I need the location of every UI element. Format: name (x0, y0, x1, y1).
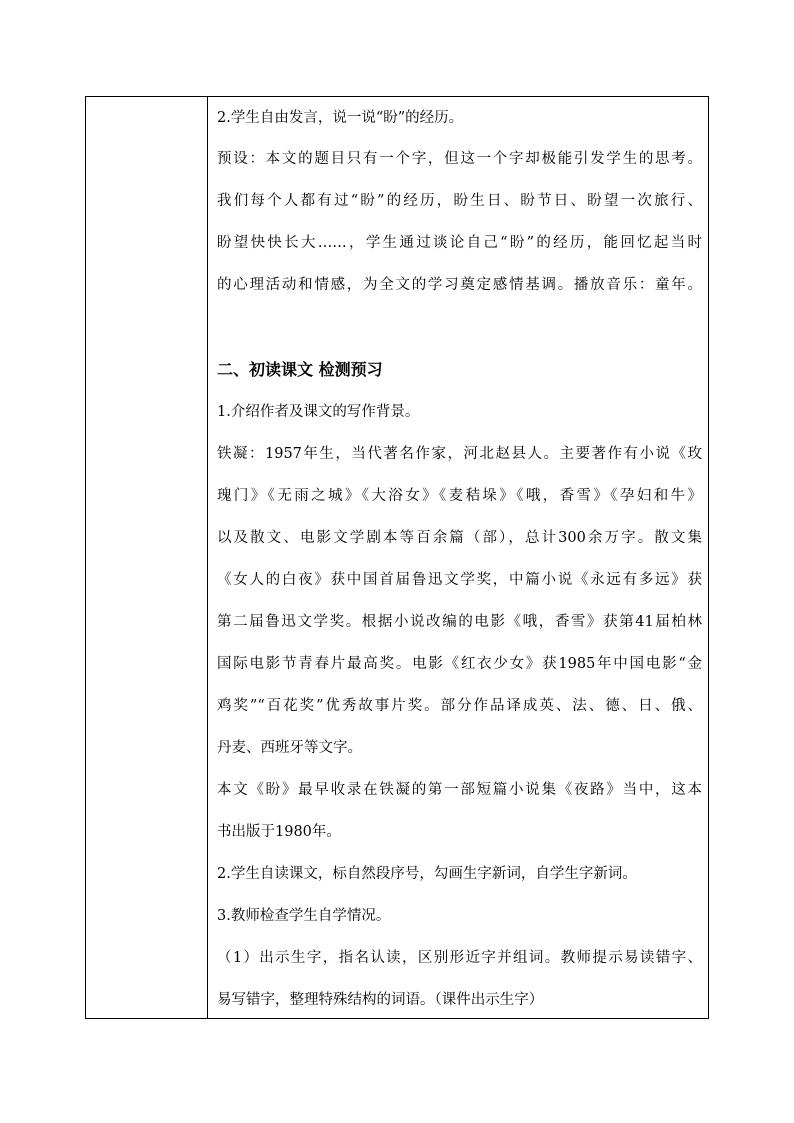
content-cell (208, 97, 708, 1018)
text-line: 3.教师检查学生自学情况。 (217, 908, 391, 924)
text-line: 以及散文、电影文学剧本等百余篇（部），总计300余万字。散文集 (217, 530, 702, 546)
text-line: （1）出示生字，指名认读，区别形近字并组词。教师提示易读错字、 (217, 950, 702, 966)
text-line: 2.学生自读课文，标自然段序号，勾画生字新词，自学生字新词。 (217, 866, 637, 882)
text-line: 1.介绍作者及课文的写作背景。 (217, 404, 420, 420)
text-line: 预设：本文的题目只有一个字，但这一个字却极能引发学生的思考。 (217, 151, 702, 167)
text-line: 第二届鲁迅文学奖。根据小说改编的电影《哦，香雪》获第41届柏林 (217, 614, 702, 630)
lesson-plan-table (85, 96, 709, 1019)
text-line: 2.学生自由发言，说一说“盼”的经历。 (217, 110, 464, 126)
text-line: 瑰门》《无雨之城》《大浴女》《麦秸垛》《哦，香雪》《孕妇和牛》 (217, 488, 702, 504)
text-line: 《女人的白夜》获中国首届鲁迅文学奖，中篇小说《永远有多远》获 (217, 572, 702, 588)
text-line: 我们每个人都有过“盼”的经历，盼生日、盼节日、盼望一次旅行、 (217, 193, 702, 209)
text-line: 书出版于1980年。 (217, 824, 341, 840)
text-line: 铁凝：1957年生，当代著名作家，河北赵县人。主要著作有小说《玫 (217, 446, 702, 462)
text-line: 国际电影节青春片最高奖。电影《红衣少女》获1985年中国电影“金 (217, 656, 702, 672)
section-heading: 二、初读课文 检测预习 (217, 360, 383, 379)
left-column-cell (86, 97, 208, 1018)
text-line: 本文《盼》最早收录在铁凝的第一部短篇小说集《夜路》当中，这本 (217, 782, 702, 798)
text-line: 鸡奖”“百花奖”优秀故事片奖。部分作品译成英、法、德、日、俄、 (217, 698, 702, 714)
text-line: 盼望快快长大……，学生通过谈论自己“盼”的经历，能回忆起当时 (217, 235, 702, 251)
text-line: 丹麦、西班牙等文字。 (217, 740, 362, 756)
text-line: 易写错字，整理特殊结构的词语。（课件出示生字） (217, 992, 544, 1008)
text-line: 的心理活动和情感，为全文的学习奠定感情基调。播放音乐：童年。 (217, 277, 702, 293)
